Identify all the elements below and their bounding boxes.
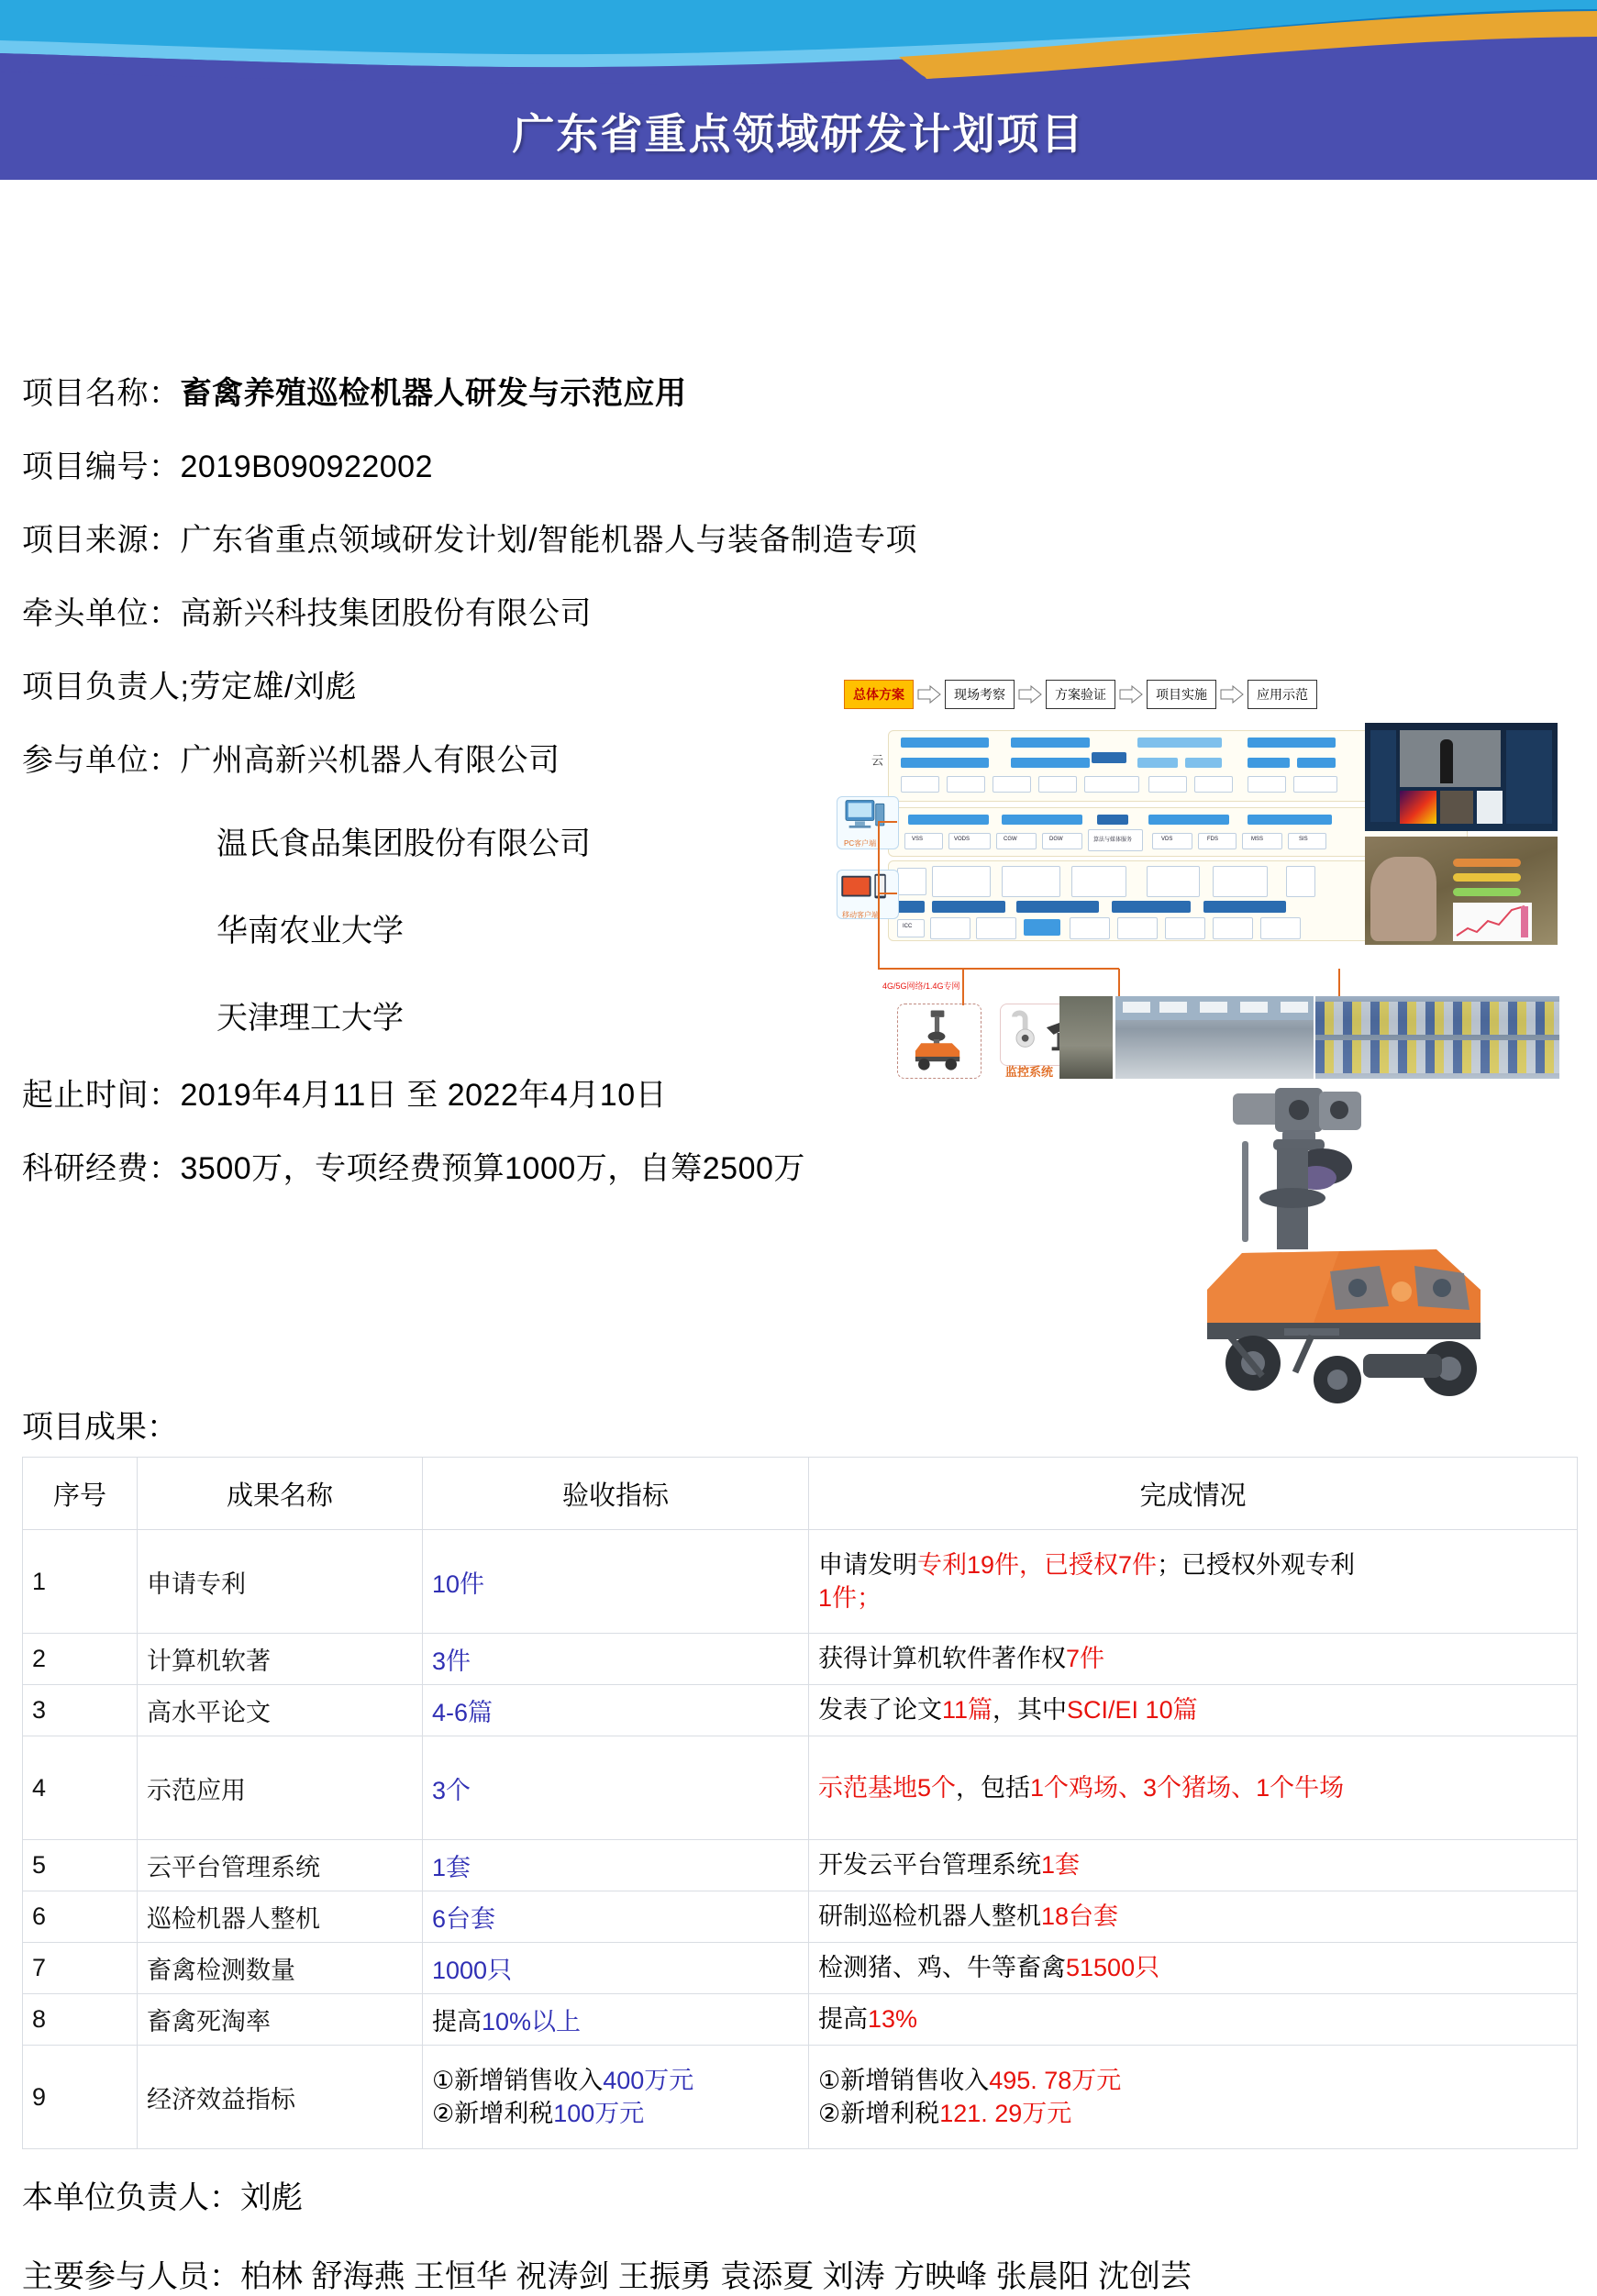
cell-text-run: 申请发明 [818,1550,917,1579]
end-unit [976,917,1016,939]
network-label: 4G/5G网络/1.4G专网 [882,982,960,991]
info-row-funding [22,1153,939,1184]
cell-completion-status [809,1634,1578,1685]
cell-text-run: ②新增利税 [818,2100,940,2127]
table-row [23,1994,1578,2046]
cell-text-run: 3件 [432,1647,471,1675]
cell-line [818,1693,1568,1726]
cloud-chip [901,738,989,748]
cell-text-run: 1套 [432,1854,471,1881]
cell-text-run: 1套 [1041,1851,1081,1880]
cell-result-name: 畜禽死淘率 [138,1994,423,2046]
cell-text-run: 研制巡检机器人整机 [818,1902,1041,1931]
cell-text-run: ①新增销售收入 [818,2066,990,2094]
period-label: 起止时间： [22,1078,181,1113]
cell-text-run: 示范基地5个 [818,1773,957,1802]
cell-line [818,2064,1568,2097]
edge-unit-label: VDS [1161,837,1173,842]
page-banner [0,0,1597,180]
cell-text-run: 51500只 [1066,1954,1160,1982]
cloud-chip [1011,758,1090,768]
cloud-core-chip [1092,752,1126,763]
cell-text-run: SCI/EI 10篇 [1067,1696,1198,1725]
edge-unit-label: MSS [1251,837,1264,842]
cell-line [818,2097,1568,2130]
cell-text-run: ，其中 [993,1696,1068,1725]
cell-text-run: 开发云平台管理系统 [818,1851,1041,1880]
participants-label: 参与单位： [22,743,181,778]
pipeline-stage [1286,866,1315,897]
pc-client-label: PC客户端 [844,839,877,848]
cell-result-name: 经济效益指标 [138,2046,423,2149]
cell-no: 9 [23,2046,138,2149]
cell-line [432,2097,799,2130]
edge-unit-label: VSS [912,837,924,842]
photo-monitoring-dashboard [1365,723,1558,831]
project-no-label: 项目编号： [22,449,181,484]
flow-step-2: 方案验证 [1046,680,1115,709]
cloud-chip [1137,738,1222,748]
edge-unit-label: CGW [1004,837,1017,842]
info-row-project-name [22,378,939,409]
robot-product-photo [1174,1060,1541,1427]
project-name-label: 项目名称： [22,376,181,411]
pipeline-stage [1002,866,1060,897]
cloud-unit [1194,776,1233,793]
cell-line [818,1848,1568,1881]
cell-no: 3 [23,1685,138,1736]
lead-unit-label: 牵头单位： [22,596,181,631]
cell-result-name: 云平台管理系统 [138,1840,423,1891]
cloud-unit [1038,776,1077,793]
cell-line [432,2064,799,2097]
cell-result-name: 计算机软著 [138,1634,423,1685]
arrow-right-icon [1018,685,1042,704]
cell-text-run: 1个鸡场、3个猪场、1个牛场 [1030,1773,1345,1802]
project-name-value: 畜禽养殖巡检机器人研发与示范应用 [180,376,687,411]
flow-row [844,680,1578,709]
photo-poultry-corridor [1059,996,1113,1079]
project-results-table [22,1457,1578,2149]
cell-no: 8 [23,1994,138,2046]
cloud-unit [1248,776,1286,793]
cloud-unit [901,776,939,793]
results-section-label: 项目成果： [22,1410,178,1445]
cell-text-run: 495. 78万元 [989,2066,1122,2094]
cell-text-run: 1件； [818,1584,882,1612]
cell-acceptance-target [423,1530,809,1634]
inspection-robot-illustration [1174,1060,1541,1427]
table-row [23,1736,1578,1840]
cell-no: 2 [23,1634,138,1685]
flow-step-1: 现场考察 [945,680,1015,709]
lead-unit-value: 高新兴科技集团股份有限公司 [180,596,592,631]
info-row-period [22,1080,939,1111]
cell-line [818,1581,1568,1614]
column-header-name: 成果名称 [138,1458,423,1530]
cloud-chip [1185,758,1222,768]
table-header-row [23,1458,1578,1530]
edge-unit-label: FDS [1207,837,1218,842]
end-unit [1213,917,1253,939]
cell-result-name: 畜禽检测数量 [138,1943,423,1994]
arrow-right-icon [1220,685,1244,704]
cell-line [818,1771,1568,1804]
cell-completion-status [809,1891,1578,1943]
leader-label: 项目负责人; [22,670,190,704]
info-row-project-no [22,451,939,482]
info-row-lead-unit [22,598,939,629]
cloud-chip [1297,758,1336,768]
end-chip [1112,901,1191,913]
project-info-block [22,378,939,1226]
cell-text-run: ；已授权外观专利 [1157,1550,1356,1579]
mobile-client-label: 移动客户端 [842,911,879,919]
table-row [23,1891,1578,1943]
cell-text-run: 提高 [818,2005,868,2034]
participant-unit-2: 华南农业大学 [216,914,404,948]
pipeline-stage [1213,866,1268,897]
end-unit [1165,917,1205,939]
cell-completion-status [809,1840,1578,1891]
cell-text-run: 获得计算机软件著作权 [818,1645,1066,1673]
layer-label-cloud: 云 [870,754,883,766]
project-no-value: 2019B090922002 [180,449,433,484]
cell-line [818,1548,1568,1581]
source-value: 广东省重点领域研发计划/智能机器人与装备制造专项 [180,523,917,558]
cell-no: 5 [23,1840,138,1891]
cloud-unit [1148,776,1187,793]
table-row [23,1530,1578,1634]
column-header-no: 序号 [23,1458,138,1530]
monitor-system-label: 监控系统 [1005,1065,1054,1079]
end-unit [1117,917,1158,939]
cell-text-run: 18台套 [1041,1902,1119,1931]
edge-unit-vss [904,833,943,849]
end-chip [897,901,925,913]
edge-chip [1097,815,1128,825]
participant-unit-1: 温氏食品集团股份有限公司 [216,826,591,861]
cell-acceptance-target [423,1994,809,2046]
cell-text-run: 11篇 [942,1696,993,1725]
cell-completion-status [809,1943,1578,1994]
unit-leader-row [22,2172,303,2217]
cell-acceptance-target [423,1736,809,1840]
cell-text-run: ①新增销售收入 [432,2066,604,2094]
cell-completion-status [809,1736,1578,1840]
cell-text-run: 7件 [1066,1645,1105,1673]
column-header-done: 完成情况 [809,1458,1578,1530]
edge-chip [1002,815,1082,825]
edge-unit-label: 算法与媒体服务 [1093,837,1133,843]
members-value: 柏林 舒海燕 王恒华 祝涛剑 王振勇 袁添夏 刘涛 方映峰 张晨阳 沈创芸 [240,2259,1192,2294]
members-label: 主要参与人员： [22,2259,240,2294]
cell-text-run: ，包括 [956,1773,1031,1802]
cell-text-run: 4-6篇 [432,1699,494,1726]
info-row-source [22,525,939,556]
cell-completion-status [809,1994,1578,2046]
end-chip [932,901,1005,913]
pipeline-stage [897,868,926,895]
funding-label: 科研经费： [22,1151,181,1186]
cloud-unit [993,776,1031,793]
cell-text-run: 发表了论文 [818,1696,942,1725]
cloud-unit [947,776,985,793]
cloud-chip [1248,758,1290,768]
cell-text-run: 10%以上 [482,2008,582,2035]
robot-thumb-box [897,1004,981,1079]
cell-text-run: ②新增利税 [432,2100,554,2127]
cell-result-name: 高水平论文 [138,1685,423,1736]
pipeline-stage [1147,866,1200,897]
end-chip [1016,901,1099,913]
edge-chip [1248,815,1332,825]
cell-no: 4 [23,1736,138,1840]
end-unit-label: ICC [903,924,913,929]
end-unit [1260,917,1301,939]
info-row-participants [22,745,939,776]
inspection-robot-icon [898,1004,975,1072]
end-unit [930,917,970,939]
edge-chip [1148,815,1229,825]
leader-value: 劳定雄/刘彪 [189,670,357,704]
photo-pig-monitoring [1365,837,1558,945]
pipeline-stage [932,866,991,897]
cell-text-run: 400万元 [603,2066,694,2094]
cell-acceptance-target [423,1685,809,1736]
cell-text-run: 6台套 [432,1905,496,1933]
cell-acceptance-target [423,2046,809,2149]
column-header-target: 验收指标 [423,1458,809,1530]
period-value: 2019年4月11日 至 2022年4月10日 [180,1078,668,1113]
cell-completion-status [809,1530,1578,1634]
funding-value: 3500万，专项经费预算1000万，自筹2500万 [180,1151,805,1186]
cell-line [818,2002,1568,2035]
cell-acceptance-target [423,1634,809,1685]
arrow-right-icon [1119,685,1143,704]
pipeline-stage [1071,866,1126,897]
cell-text-run: 专利19件，已授权7件 [917,1550,1158,1579]
table-row [23,1685,1578,1736]
cell-completion-status [809,1685,1578,1736]
end-chip [1203,901,1286,913]
desktop-computer-icon [837,797,891,834]
table-body [23,1530,1578,2149]
cell-line [818,1951,1568,1984]
cell-no: 7 [23,1943,138,1994]
tablet-phone-icon [837,871,891,905]
unit-leader-value: 刘彪 [240,2180,303,2215]
cell-no: 1 [23,1530,138,1634]
source-label: 项目来源： [22,523,181,558]
cell-result-name: 巡检机器人整机 [138,1891,423,1943]
cell-text-run: 100万元 [553,2100,645,2127]
cell-result-name: 示范应用 [138,1736,423,1840]
cell-completion-status [809,2046,1578,2149]
flow-step-3: 项目实施 [1147,680,1216,709]
arrow-right-icon [917,685,941,704]
edge-unit-label: DGW [1049,837,1063,842]
unit-leader-label: 本单位负责人： [22,2180,240,2215]
cloud-chip [1011,738,1090,748]
flow-step-4: 应用示范 [1248,680,1317,709]
cell-line [818,1900,1568,1933]
flow-step-0: 总体方案 [844,680,914,709]
end-unit [1070,917,1110,939]
cell-acceptance-target [423,1891,809,1943]
end-unit-ai [1024,919,1060,936]
page-title: 广东省重点领域研发计划项目 [512,110,1085,158]
participant-unit-0: 广州高新兴机器人有限公司 [180,743,560,778]
edge-unit-label: VODS [954,837,970,842]
cloud-unit [1084,776,1139,793]
cell-text-run: 3个 [432,1776,471,1804]
cell-acceptance-target [423,1840,809,1891]
cell-result-name: 申请专利 [138,1530,423,1634]
cell-text-run: 检测猪、鸡、牛等畜禽 [818,1954,1066,1982]
members-row [22,2251,1192,2296]
cell-text-run: 10件 [432,1569,485,1598]
edge-unit-label: SIS [1299,837,1308,842]
cell-acceptance-target [423,1943,809,1994]
cloud-chip [1248,738,1336,748]
cloud-chip [1137,758,1178,768]
cell-text-run: 13% [868,2005,918,2034]
edge-chip [908,815,989,825]
table-row [23,1840,1578,1891]
cloud-unit [1293,776,1337,793]
table-row [23,1634,1578,1685]
table-row [23,1943,1578,1994]
table-row [23,2046,1578,2149]
participant-unit-3: 天津理工大学 [216,1001,404,1036]
cell-no: 6 [23,1891,138,1943]
cell-text-run: 121. 29万元 [939,2100,1072,2127]
cell-text-run: 提高 [432,2008,482,2035]
info-row-leader [22,671,939,703]
cell-text-run: 1000只 [432,1957,513,1984]
cloud-chip [901,758,989,768]
cell-line [818,1642,1568,1675]
